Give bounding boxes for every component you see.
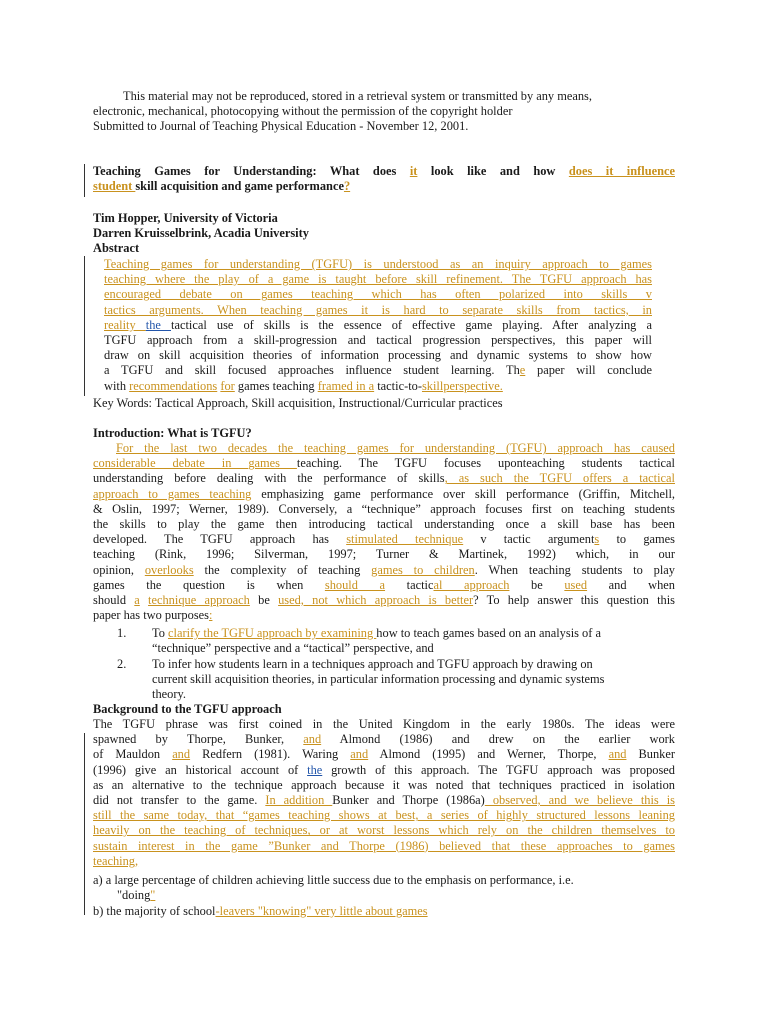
background-paragraph: The TGFU phrase was first coined in the United Kingdom in the early 1980s. The ideas were spawned by Thorpe, Bunker, and Almond (1986) and drew on the earlier work of Mauldon and Redfern (1981). Waring and Almond (1995) and Werner, Thorpe, and Bunker (1996) give an historical account of the growth of this approach. The TGFU approach was proposed as an alternative to the technique approach because it was noted that techniques practiced in isolation did not transfer to the game. In addition Bunker and Thorpe (1986a) observed, and we believe this is still the same today, that “games teaching shows at best, a series of highly structured lessons leaning heavily on the teaching of techniques, or at worst lessons which rely on the children themselves to sustain interest in the game ”Bunker and Thorpe (1986) believed that these approaches to games teaching, — [93, 717, 676, 868]
paper-title: Teaching Games for Understanding: What does it look like and how does it influence student skill acquisition and game performance? — [93, 164, 675, 194]
key-words: Key Words: Tactical Approach, Skill acquisition, Instructional/Curricular practices — [93, 396, 503, 410]
abstract-heading: Abstract — [93, 241, 140, 256]
author-1: Tim Hopper, University of Victoria — [93, 211, 278, 225]
abstract-body: Teaching games for understanding (TGFU) is understood as an inquiry approach to games teaching where the play of a game is taught before skill refinement. The TGFU approach has encouraged debate on games teaching which has often polarized into skills v tactics arguments. When teaching games it is hard to separate skills from tactics, in reality the tactical use of skills is the essence of effective game playing. After analyzing a TGFU approach from a skill-progression and tactical progression perspectives, this paper will draw on skill acquisition theories of information processing and dynamic systems to show how a TGFU and skill focused approaches influence student learning. The paper will conclude with recommendations for games teaching framed in a tactic-to-skillperspective. — [104, 257, 652, 393]
change-bar — [84, 733, 85, 915]
reason-a: a) a large percentage of children achieving little success due to the emphasis on performance, i.e. "doing" — [93, 873, 574, 903]
intro-heading: Introduction: What is TGFU? — [93, 426, 252, 440]
intro-paragraph: For the last two decades the teaching games for understanding (TGFU) approach has caused considerable debate in games teaching. The TGFU focuses uponteaching students tactical understanding before dealing with the performance of skills, as such the TGFU offers a tactical approach to games teaching emphasizing game performance over skill performance (Griffin, Mitchell, & Oslin, 1997; Werner, 1989). Conversely, a “technique” approach focuses first on teaching students the skills to play the game then introducing tactical understanding once a skill base has been developed. The TGFU approach has stimulated technique v tactic arguments to games teaching (Rink, 1996; Silverman, 1997; Turner & Martinek, 1992) which, in our opinion, overlooks the complexity of teaching games to children. When teaching students to play games the question is when should a tactical approach be used and when should a technique approach be used, not which approach is better? To help answer this question this paper has two purposes: — [93, 441, 675, 623]
change-bar — [84, 164, 85, 197]
copyright-line-1: This material may not be reproduced, stored in a retrieval system or transmitted by any means, — [123, 89, 592, 103]
reason-b: b) the majority of school-leavers "knowing" very little about games — [93, 904, 428, 918]
author-2: Darren Kruisselbrink, Acadia University — [93, 226, 309, 241]
authors — [93, 211, 675, 257]
document-page: This material may not be reproduced, stored in a retrieval system or transmitted by any means, electronic, mechanical, photocopying without the permission of the copyright holder Submitted to Journal of Teaching Physical Education - November 12, 2001. Teaching Games for Understanding: What does it look like and how does it influence student skill acquisition and game performance? Tim Hopper, University of Victoria Darren Kruisselbrink, Acadia University Abstract Teaching games for understanding (TGFU) is understood as an inquiry approach to games teaching where the play of a game is taught before skill refinement. The TGFU approach has encouraged debate on games teaching which has often polarized into skills v tactics arguments. When teaching games it is hard to separate skills from tactics, in reality the tactical use of skills is the essence of effective game playing. After analyzing a TGFU approach from a skill-progression and tactical progression perspectives, this paper will draw on skill acquisition theories of information processing and dynamic systems to show how a TGFU and skill focused approaches influence student learning. The paper will conclude with recommendations for games teaching framed in a tactic-to-skillperspective. Key Words: Tactical Approach, Skill acquisition, Instructional/Curricular practices Introduction: What is TGFU? For the last two decades the teaching games for understanding (TGFU) approach has caused considerable debate in games teaching. The TGFU focuses uponteaching students tactical understanding before dealing with the performance of skills, as such the TGFU offers a tactical approach to games teaching emphasizing game performance over skill performance (Griffin, Mitchell, & Oslin, 1997; Werner, 1989). Conversely, a “technique” approach focuses first on teaching students the skills to play the game then introducing tactical understanding once a skill base has been developed. The TGFU approach has stimulated technique v tactic arguments to games teaching (Rink, 1996; Silverman, 1997; Turner & Martinek, 1992) which, in our opinion, overlooks the complexity of teaching games to children. When teaching students to play games the question is when should a tactical approach be used and when should a technique approach be used, not which approach is better? To help answer this question this paper has two purposes: 1. To clarify the TGFU approach by examining how to teach games based on an analysis of a “technique” perspective and a “tactical” perspective, and 2. To infer how students learn in a techniques approach and TGFU approach by drawing on current skill acquisition theories, in particular information processing and dynamic systems theory. Background to the TGFU approach The TGFU phrase was first coined in the United Kingdom in the early 1980s. The ideas were spawned by Thorpe, Bunker, and Almond (1986) and drew on the earlier work of Mauldon and Redfern (1981). Waring and Almond (1995) and Werner, Thorpe, and Bunker (1996) give an historical account of the growth of this approach. The TGFU approach was proposed as an alternative to the technique approach because it was noted that techniques practiced in isolation did not transfer to the game. In addition Bunker and Thorpe (1986a) observed, and we believe this is still the same today, that “games teaching shows at best, a series of highly structured lessons leaning heavily on the teaching of techniques, or at worst lessons which rely on the children themselves to sustain interest in the game ”Bunker and Thorpe (1986) believed that these approaches to games teaching, a) a large percentage of children achieving little success due to the emphasis on performance, i.e. "doing" b) the majority of school-leavers "knowing" very little about games — [0, 0, 768, 1024]
submission-line: Submitted to Journal of Teaching Physical Education - November 12, 2001. — [93, 119, 469, 134]
change-bar — [84, 256, 85, 396]
background-heading: Background to the TGFU approach — [93, 702, 282, 716]
copyright-notice — [93, 89, 675, 135]
copyright-line-2: electronic, mechanical, photocopying without the permission of the copyright holder — [93, 104, 513, 119]
